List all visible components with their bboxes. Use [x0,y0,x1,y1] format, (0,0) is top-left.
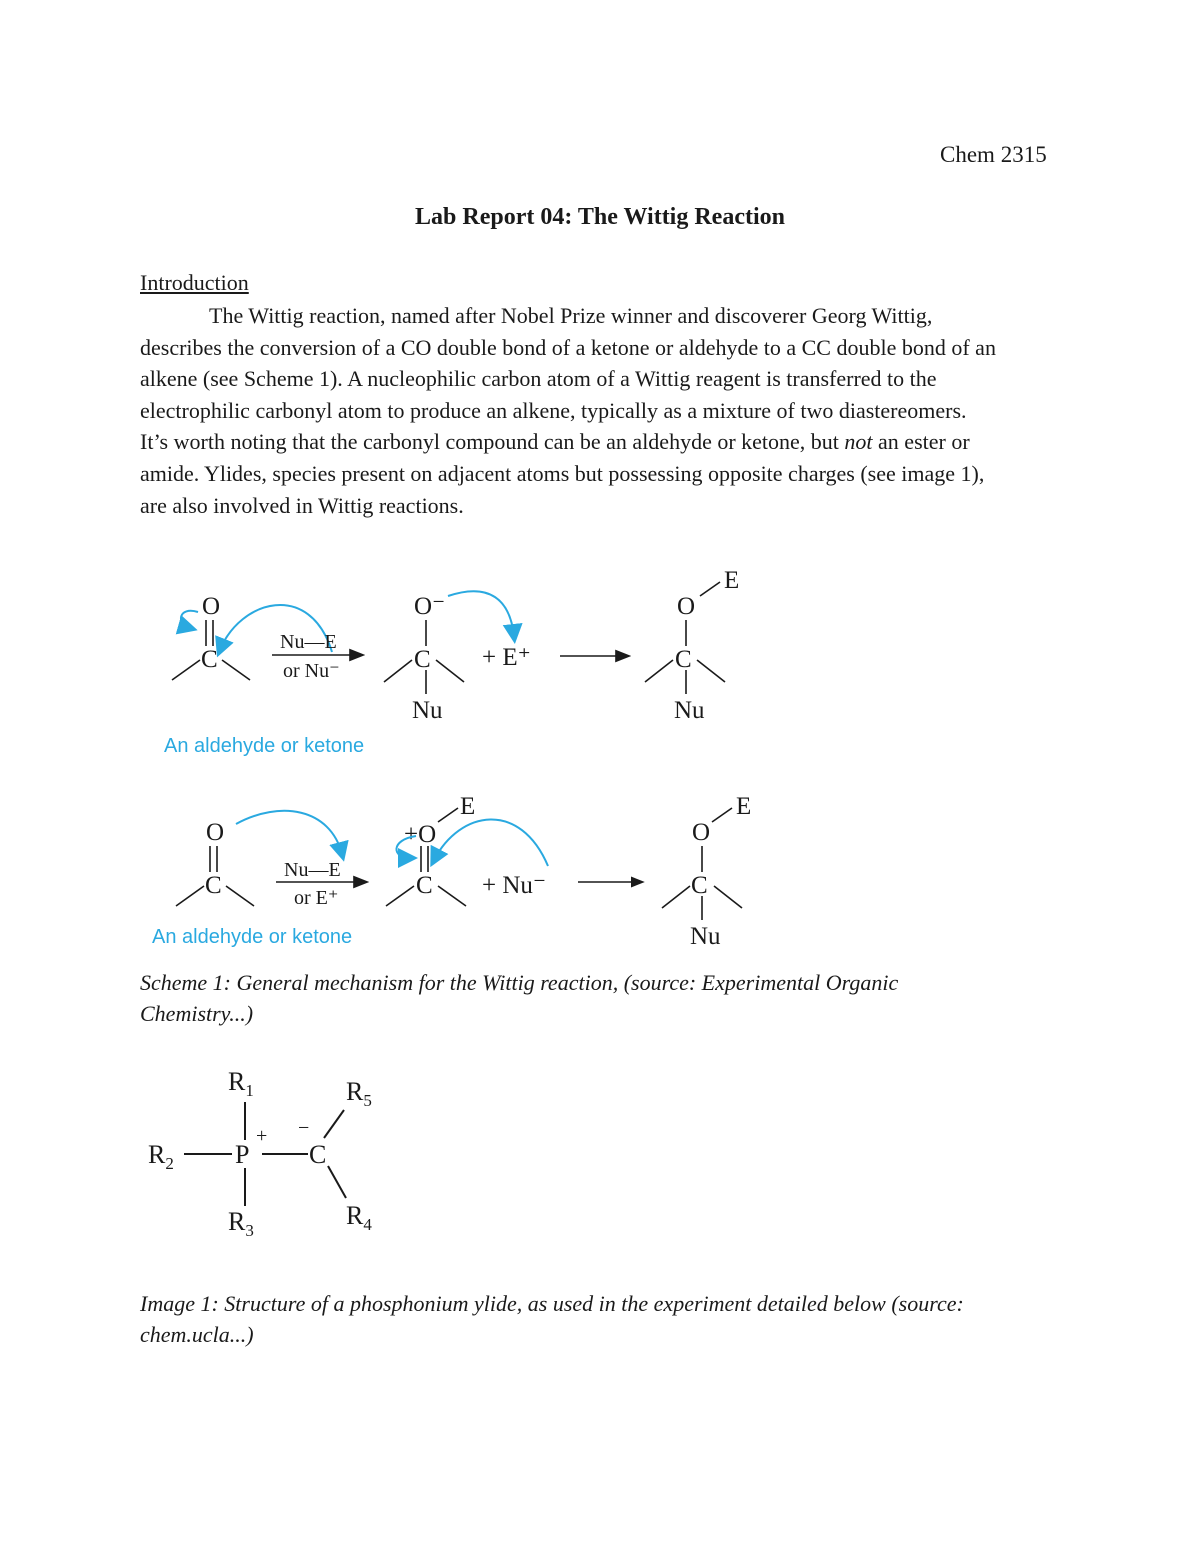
reagent-label: or E⁺ [294,887,339,909]
image-caption [140,1288,1060,1350]
reactant-label: An aldehyde or ketone [164,735,365,757]
curved-arrow [434,819,548,866]
curved-arrow [236,811,342,854]
atom-oxygen-anion: O⁻ [414,593,446,620]
phosphonium-ylide-structure [148,1067,372,1240]
atom-oxygen: O [677,593,696,620]
atom-oxygen-cation: +O [404,821,437,848]
reactant-label: An aldehyde or ketone [152,926,353,948]
group-r2: $R_2$ [148,1140,174,1173]
paragraph-line: alkene (see Scheme 1). A nucleophilic carbon atom of a Wittig reagent is transferred to the [140,366,937,392]
document-title: Lab Report 04: The Wittig Reaction [415,204,785,230]
atom-carbon: C [309,1140,327,1169]
atom-phosphorus: P [235,1140,250,1169]
electrophile-species: + E⁺ [482,644,531,671]
paragraph-line: describes the conversion of a CO double bond of a ketone or aldehyde to a CC double bond of an [140,334,996,360]
atom-electrophile: E [460,793,476,820]
section-heading-introduction: Introduction [140,270,249,295]
atom-electrophile: E [736,793,752,820]
atom-carbon: C [691,872,708,899]
paragraph-line: are also involved in Wittig reactions. [140,492,464,518]
atom-carbon: C [416,872,433,899]
atom-carbon: C [414,646,431,673]
atom-oxygen: O [202,593,221,620]
atom-nucleophile: Nu [412,697,443,724]
paragraph-text: It’s worth noting that the carbonyl compound can be an aldehyde or ketone, but [140,429,845,455]
reagent-label: Nu—E [280,631,337,653]
group-r1: $R_1$ [228,1067,254,1100]
paragraph-text: an ester or [872,429,970,455]
paragraph-line: The Wittig reaction, named after Nobel Prize winner and discoverer Georg Wittig, [209,303,933,328]
caption-line: Image 1: Structure of a phosphonium ylide, as used in the experiment detailed below (source: [140,1291,964,1316]
positive-charge: + [256,1125,268,1147]
reagent-label: Nu—E [284,859,341,881]
group-r5: $R_5$ [346,1077,372,1110]
caption-line: Scheme 1: General mechanism for the Wittig reaction, (source: Experimental Organic [140,970,899,995]
atom-oxygen: O [692,819,711,846]
atom-carbon: C [205,872,222,899]
atom-nucleophile: Nu [690,923,721,950]
scheme-row-2 [152,793,751,950]
nucleophile-species: + Nu⁻ [482,872,547,899]
emphasis-not: not [844,429,873,455]
reagent-label: or Nu⁻ [283,660,340,682]
atom-electrophile: E [724,567,740,594]
atom-oxygen: O [206,819,225,846]
paragraph-line: amide. Ylides, species present on adjacent atoms but possessing opposite charges (see image 1), [140,460,985,486]
atom-carbon: C [201,646,218,673]
atom-carbon: C [675,646,692,673]
atom-nucleophile: Nu [674,697,705,724]
curved-arrow [448,591,514,636]
negative-charge: − [298,1117,310,1139]
curved-arrow [181,611,198,628]
paragraph-line: electrophilic carbonyl atom to produce an alkene, typically as a mixture of two diastereomers. [140,397,967,423]
caption-line: chem.ucla...) [140,1322,254,1347]
scheme-row-1 [164,567,739,757]
scheme-caption [140,967,1040,1029]
group-r4: $R_4$ [346,1201,372,1234]
group-r3: $R_3$ [228,1207,254,1240]
caption-line: Chemistry...) [140,1001,254,1026]
course-label: Chem 2315 [940,142,1047,167]
